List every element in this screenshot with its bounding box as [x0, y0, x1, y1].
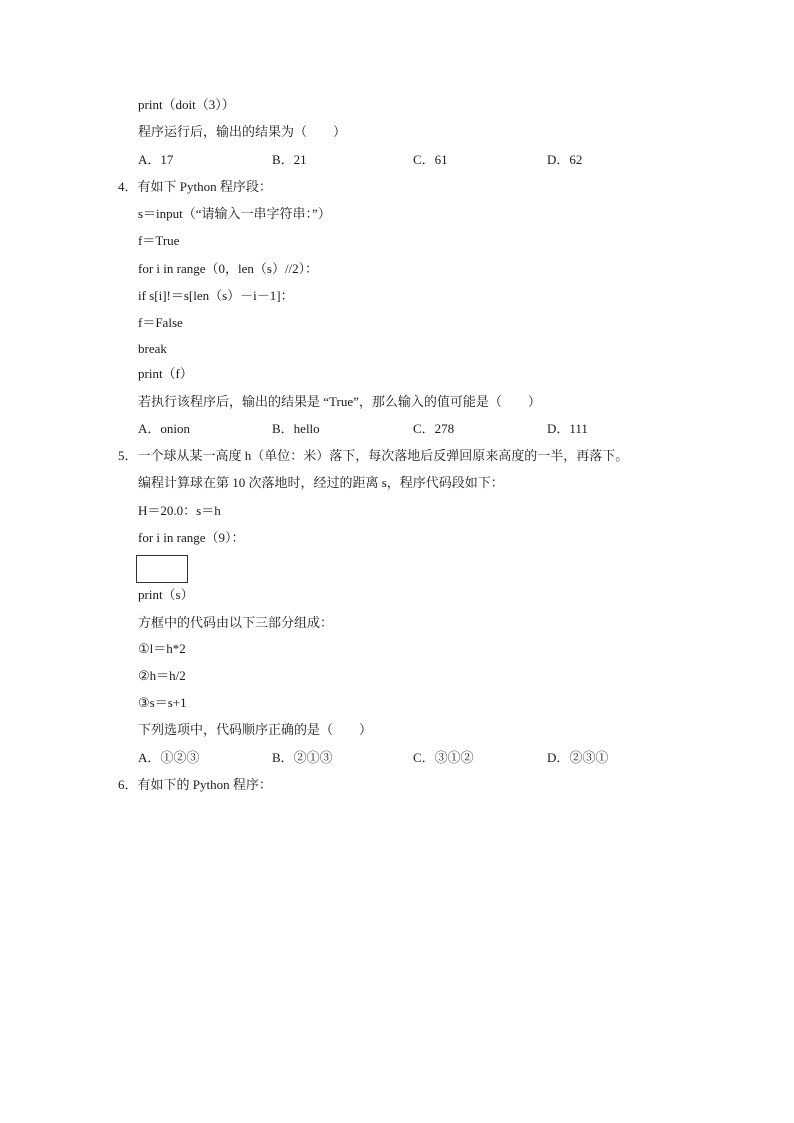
q4-code-line-6: break: [138, 341, 167, 356]
q4-code-line-3: for i in range（0，len（s）//2）：: [138, 261, 319, 276]
q5-code-line-2: for i in range（9）：: [138, 530, 245, 545]
q5-option-b: B．②①③: [272, 750, 333, 765]
q3-option-a: A．17: [138, 152, 174, 167]
q4-code-line-5: f＝False: [138, 315, 183, 330]
q3-code-line: print（doit（3））: [138, 97, 235, 112]
q4-option-b: B．hello: [272, 421, 320, 436]
q4-option-c: C．278: [413, 421, 455, 436]
q4-prompt: 若执行该程序后，输出的结果是 “True”，那么输入的值可能是（ ）: [138, 394, 541, 409]
q3-prompt: 程序运行后，输出的结果为（ ）: [138, 124, 347, 139]
q5-desc: 方框中的代码由以下三部分组成：: [138, 615, 334, 630]
q4-option-d: D．111: [547, 421, 588, 436]
code-blank-box: [136, 555, 188, 583]
q5-line-2: 编程计算球在第 10 次落地时，经过的距离 s，程序代码段如下：: [138, 475, 504, 490]
q5-code-line-1: H＝20.0：s＝h: [138, 503, 221, 518]
q5-title: 5．一个球从某一高度 h（单位：米）落下，每次落地后反弹回原来高度的一半，再落下。: [118, 448, 629, 463]
q5-option-c: C．③①②: [413, 750, 474, 765]
q5-part-2: ②h＝h/2: [138, 668, 186, 683]
q5-code-after: print（s）: [138, 587, 194, 602]
q5-option-a: A．①②③: [138, 750, 200, 765]
q5-part-3: ③s＝s+1: [138, 695, 187, 710]
q3-option-d: D．62: [547, 152, 583, 167]
q3-option-c: C．61: [413, 152, 448, 167]
q4-code-line-1: s＝input（“请输入一串字符串：”）: [138, 206, 331, 221]
q4-option-a: A．onion: [138, 421, 191, 436]
q4-code-line-4: if s[i]!＝s[len（s）－i－1]：: [138, 288, 294, 303]
q5-option-d: D．②③①: [547, 750, 609, 765]
q6-title: 6．有如下的 Python 程序：: [118, 777, 272, 792]
q4-code-line-2: f＝True: [138, 233, 180, 248]
q5-prompt: 下列选项中，代码顺序正确的是（ ）: [138, 722, 373, 737]
q5-part-1: ①l＝h*2: [138, 641, 186, 656]
q4-code-line-7: print（f）: [138, 366, 193, 381]
q4-title: 4．有如下 Python 程序段：: [118, 179, 272, 194]
q3-option-b: B．21: [272, 152, 307, 167]
